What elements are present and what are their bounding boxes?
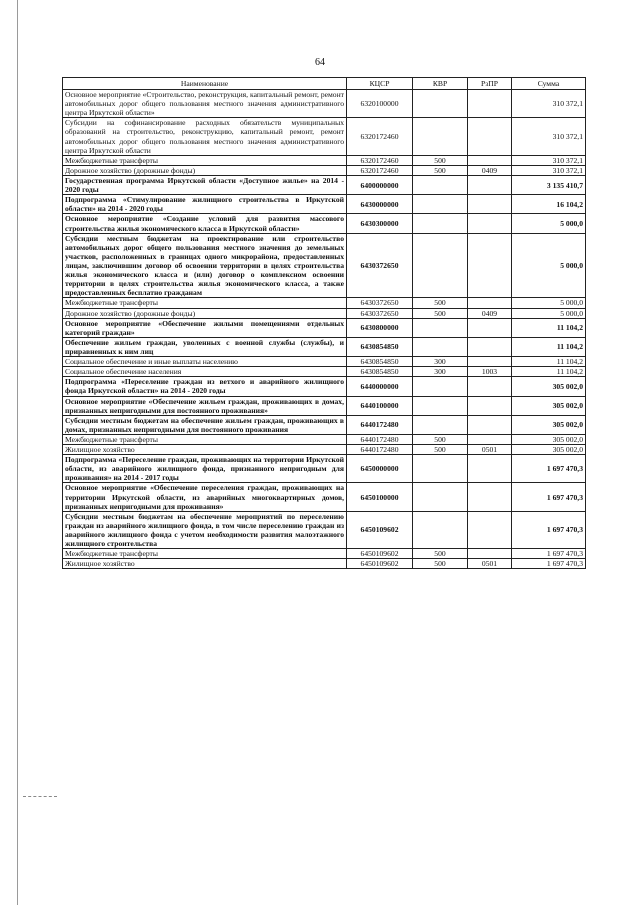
cell-sum: 1 697 470,3 (512, 549, 586, 559)
cell-name: Межбюджетные трансферты (63, 155, 347, 165)
table-row (63, 445, 586, 455)
cell-kcsr: 6450109602 (347, 549, 413, 559)
column-header-kcsr: КЦСР (347, 78, 413, 90)
table-row (63, 318, 586, 337)
cell-kcsr: 6320172460 (347, 155, 413, 165)
cell-name: Основное мероприятие «Обеспечение жилыми помещениями отдельных категорий граждан» (63, 318, 347, 337)
table-row (63, 90, 586, 118)
cell-rzpr (468, 318, 512, 337)
cell-name: Межбюджетные трансферты (63, 434, 347, 444)
table-row (63, 195, 586, 214)
cell-kvr: 500 (413, 445, 468, 455)
cell-kvr: 500 (413, 308, 468, 318)
cell-rzpr: 0501 (468, 559, 512, 569)
cell-kvr (413, 214, 468, 233)
cell-rzpr (468, 511, 512, 548)
cell-kvr (413, 455, 468, 483)
cell-rzpr (468, 337, 512, 356)
cell-name: Межбюджетные трансферты (63, 549, 347, 559)
cell-sum: 1 697 470,3 (512, 559, 586, 569)
cell-kvr: 500 (413, 165, 468, 175)
table-row (63, 511, 586, 548)
table-row (63, 233, 586, 298)
table-row (63, 118, 586, 155)
cell-kcsr: 6430000000 (347, 195, 413, 214)
cell-sum: 310 372,1 (512, 165, 586, 175)
cell-kvr (413, 483, 468, 511)
cell-name: Подпрограмма «Переселение граждан из ветхого и аварийного жилищного фонда Иркутской области» на 2014 - 2020 годы (63, 377, 347, 396)
cell-sum: 16 104,2 (512, 195, 586, 214)
cell-kcsr: 6440000000 (347, 377, 413, 396)
cell-sum: 1 697 470,3 (512, 483, 586, 511)
cell-name: Субсидии местным бюджетам на проектирование или строительство автомобильных дорог общего пользования местного значения до земельных участков, расположенных в границах одного микрорайона, предоставленных лицам, заключившим договор об освоении территории в целях строительства жилья экономического класса и (или) договор о комплексном освоении территории в целях строительства жилья экономического класса, а также предоставленных бесплатно гражданам (63, 233, 347, 298)
cell-kvr (413, 175, 468, 194)
cell-sum: 305 002,0 (512, 377, 586, 396)
budget-table (62, 77, 586, 569)
cell-kvr (413, 511, 468, 548)
cell-rzpr (468, 377, 512, 396)
cell-sum: 310 372,1 (512, 155, 586, 165)
table-row (63, 415, 586, 434)
cell-rzpr (468, 233, 512, 298)
cell-kvr: 300 (413, 357, 468, 367)
cell-kvr (413, 396, 468, 415)
cell-rzpr (468, 434, 512, 444)
cell-rzpr (468, 195, 512, 214)
table-row (63, 175, 586, 194)
table-row (63, 298, 586, 308)
cell-sum: 5 000,0 (512, 308, 586, 318)
cell-kcsr: 6430372650 (347, 308, 413, 318)
cell-rzpr (468, 549, 512, 559)
cell-name: Субсидии местным бюджетам на обеспечение мероприятий по переселению граждан из аварийного жилищного фонда, в том числе переселению граждан из аварийного жилищного фонда с учетом необходимости развития малоэтажного жилищного строительства (63, 511, 347, 548)
cell-kvr (413, 195, 468, 214)
cell-kvr: 500 (413, 559, 468, 569)
table-row (63, 337, 586, 356)
cell-name: Дорожное хозяйство (дорожные фонды) (63, 308, 347, 318)
cell-kcsr: 6440100000 (347, 396, 413, 415)
cell-kcsr: 6450000000 (347, 455, 413, 483)
cell-kcsr: 6320100000 (347, 90, 413, 118)
table-body (63, 90, 586, 569)
cell-kcsr: 6430372650 (347, 298, 413, 308)
column-header-name: Наименование (63, 78, 347, 90)
table-row (63, 396, 586, 415)
cell-name: Подпрограмма «Переселение граждан, проживающих на территории Иркутской области, из аварийного жилищного фонда, признанного непригодным для проживания» на 2014 - 2017 годы (63, 455, 347, 483)
page-number: 64 (315, 57, 325, 68)
cell-sum: 305 002,0 (512, 434, 586, 444)
cell-kcsr: 6440172480 (347, 415, 413, 434)
cell-rzpr (468, 118, 512, 155)
cell-name: Жилищное хозяйство (63, 445, 347, 455)
column-header-kvr: КВР (413, 78, 468, 90)
cell-sum: 310 372,1 (512, 90, 586, 118)
table-row (63, 367, 586, 377)
cell-kcsr: 6430300000 (347, 214, 413, 233)
cell-kvr (413, 318, 468, 337)
cell-name: Субсидии местным бюджетам на обеспечение жильем граждан, проживающих в домах, признанных непригодными для постоянного проживания (63, 415, 347, 434)
cell-rzpr (468, 175, 512, 194)
cell-name: Межбюджетные трансферты (63, 298, 347, 308)
table-row (63, 434, 586, 444)
cell-kcsr: 6320172460 (347, 165, 413, 175)
cell-kcsr: 6430854850 (347, 337, 413, 356)
cell-kvr (413, 118, 468, 155)
cell-sum: 305 002,0 (512, 396, 586, 415)
table-row (63, 357, 586, 367)
cell-kvr: 500 (413, 298, 468, 308)
margin-dash-mark (23, 796, 57, 798)
cell-name: Подпрограмма «Стимулирование жилищного строительства в Иркутской области» на 2014 - 2020 годы (63, 195, 347, 214)
cell-sum: 5 000,0 (512, 298, 586, 308)
cell-name: Основное мероприятие «Обеспечение переселения граждан, проживающих на территории Иркутской области, из аварийных многоквартирных домов, признанных непригодными для проживания» (63, 483, 347, 511)
table-header-row (63, 78, 586, 90)
cell-sum: 3 135 410,7 (512, 175, 586, 194)
cell-rzpr (468, 415, 512, 434)
cell-kcsr: 6430854850 (347, 367, 413, 377)
cell-sum: 310 372,1 (512, 118, 586, 155)
cell-kcsr: 6440172480 (347, 445, 413, 455)
cell-name: Государственная программа Иркутской области «Доступное жилье» на 2014 - 2020 годы (63, 175, 347, 194)
cell-rzpr: 1003 (468, 367, 512, 377)
cell-rzpr (468, 214, 512, 233)
cell-kcsr: 6430372650 (347, 233, 413, 298)
cell-sum: 5 000,0 (512, 233, 586, 298)
cell-name: Дорожное хозяйство (дорожные фонды) (63, 165, 347, 175)
cell-rzpr (468, 357, 512, 367)
cell-sum: 11 104,2 (512, 357, 586, 367)
cell-rzpr (468, 455, 512, 483)
cell-kcsr: 6430800000 (347, 318, 413, 337)
cell-kvr (413, 377, 468, 396)
table-row (63, 483, 586, 511)
cell-sum: 1 697 470,3 (512, 455, 586, 483)
cell-kvr: 300 (413, 367, 468, 377)
cell-kvr: 500 (413, 155, 468, 165)
table-row (63, 377, 586, 396)
cell-name: Обеспечение жильем граждан, уволенных с военной службы (службы), и приравненных к ним лиц (63, 337, 347, 356)
cell-name: Жилищное хозяйство (63, 559, 347, 569)
cell-sum: 11 104,2 (512, 318, 586, 337)
cell-kcsr: 6320172460 (347, 118, 413, 155)
cell-rzpr (468, 298, 512, 308)
cell-rzpr: 0409 (468, 165, 512, 175)
cell-kvr (413, 337, 468, 356)
cell-rzpr (468, 396, 512, 415)
cell-sum: 11 104,2 (512, 337, 586, 356)
cell-kcsr: 6430854850 (347, 357, 413, 367)
table-row (63, 155, 586, 165)
cell-name: Основное мероприятие «Создание условий для развития массового строительства жилья экономического класса в Иркутской области» (63, 214, 347, 233)
cell-name: Основное мероприятие «Обеспечение жильем граждан, проживающих в домах, признанных непригодными для постоянного проживания» (63, 396, 347, 415)
binding-margin-line (17, 0, 18, 905)
table-row (63, 455, 586, 483)
cell-name: Основное мероприятие «Строительство, реконструкция, капитальный ремонт, ремонт автомобильных дорог общего пользования местного значения административного центра Иркутской области» (63, 90, 347, 118)
cell-name: Социальное обеспечение населения (63, 367, 347, 377)
table-row (63, 165, 586, 175)
cell-kvr (413, 233, 468, 298)
table-row (63, 559, 586, 569)
cell-kcsr: 6400000000 (347, 175, 413, 194)
cell-rzpr: 0501 (468, 445, 512, 455)
table-row (63, 308, 586, 318)
cell-kvr (413, 90, 468, 118)
cell-rzpr (468, 90, 512, 118)
table-row (63, 214, 586, 233)
cell-kvr (413, 415, 468, 434)
cell-kcsr: 6450100000 (347, 483, 413, 511)
column-header-sum: Сумма (512, 78, 586, 90)
cell-sum: 5 000,0 (512, 214, 586, 233)
cell-rzpr: 0409 (468, 308, 512, 318)
cell-kcsr: 6450109602 (347, 511, 413, 548)
cell-rzpr (468, 483, 512, 511)
cell-kvr: 500 (413, 549, 468, 559)
cell-sum: 305 002,0 (512, 445, 586, 455)
cell-kcsr: 6450109602 (347, 559, 413, 569)
cell-name: Субсидии на софинансирование расходных обязательств муниципальных образований на строительство, реконструкцию, капитальный ремонт, ремонт автомобильных дорог общего пользования местного значения административного центра Иркутской области (63, 118, 347, 155)
cell-rzpr (468, 155, 512, 165)
table-row (63, 549, 586, 559)
cell-kvr: 500 (413, 434, 468, 444)
column-header-rzpr: РзПР (468, 78, 512, 90)
cell-sum: 305 002,0 (512, 415, 586, 434)
cell-sum: 1 697 470,3 (512, 511, 586, 548)
cell-name: Социальное обеспечение и иные выплаты населению (63, 357, 347, 367)
cell-sum: 11 104,2 (512, 367, 586, 377)
cell-kcsr: 6440172480 (347, 434, 413, 444)
